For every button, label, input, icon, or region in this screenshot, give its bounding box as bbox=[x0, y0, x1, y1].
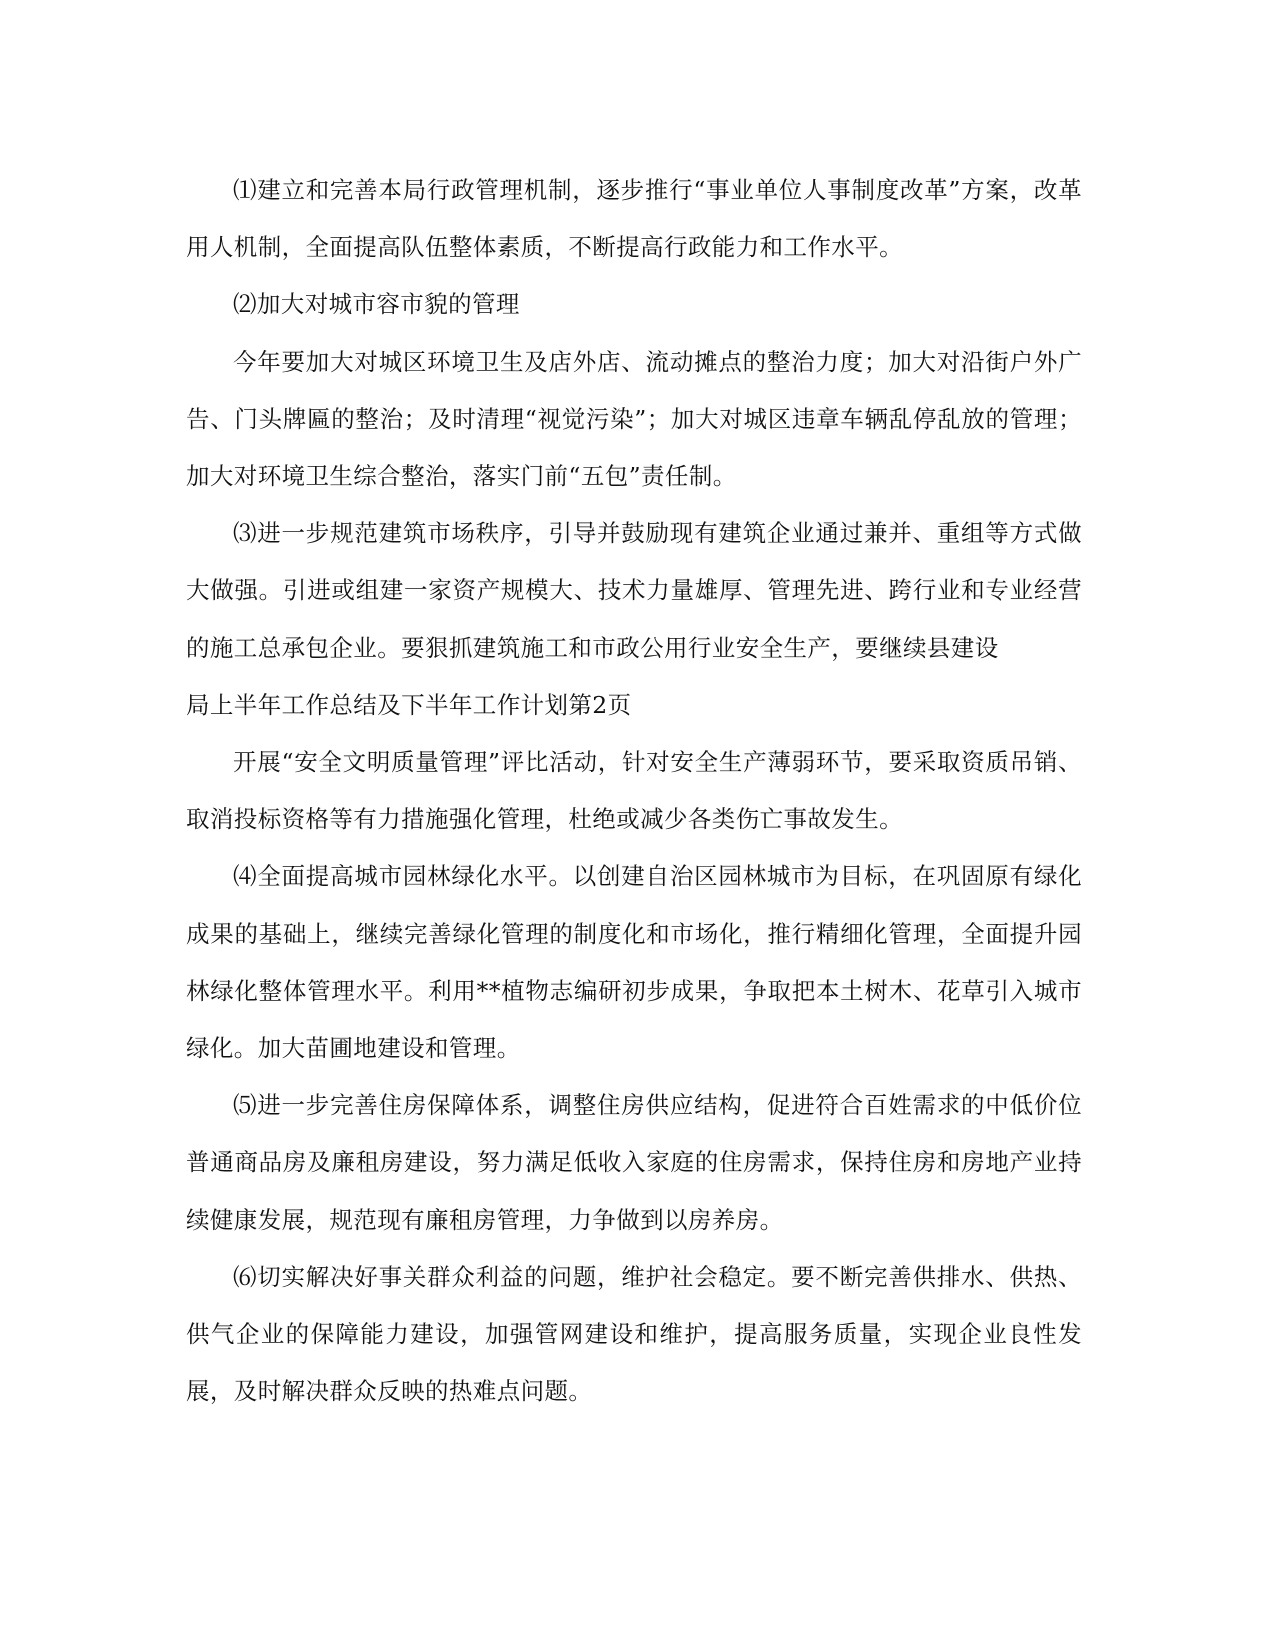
paragraph-admin-mechanism: ⑴建立和完善本局行政管理机制，逐步推行“事业单位人事制度改革”方案，改革用人机制，全面提高队伍整体素质，不断提高行政能力和工作水平。 bbox=[186, 176, 1082, 262]
document-body bbox=[186, 162, 1082, 1420]
paragraph-safety-campaign: 开展“安全文明质量管理”评比活动，针对安全生产薄弱环节，要采取资质吊销、取消投标资格等有力措施强化管理，杜绝或减少各类伤亡事故发生。 bbox=[186, 748, 1082, 834]
paragraph-construction-market: ⑶进一步规范建筑市场秩序，引导并鼓励现有建筑企业通过兼并、重组等方式做大做强。引进或组建一家资产规模大、技术力量雄厚、管理先进、跨行业和专业经营的施工总承包企业。要狠抓建筑施工和市政公用行业安全生产，要继续县建设 bbox=[186, 519, 1082, 662]
paragraph-housing-security: ⑸进一步完善住房保障体系，调整住房供应结构，促进符合百姓需求的中低价位普通商品房及廉租房建设，努力满足低收入家庭的住房需求，保持住房和房地产业持续健康发展，规范现有廉租房管理，力争做到以房养房。 bbox=[186, 1091, 1082, 1234]
paragraph-page-break-title: 局上半年工作总结及下半年工作计划第2页 bbox=[186, 690, 632, 719]
paragraph-city-appearance-heading: ⑵加大对城市容市貌的管理 bbox=[233, 290, 520, 319]
paragraph-landscaping: ⑷全面提高城市园林绿化水平。以创建自治区园林城市为目标，在巩固原有绿化成果的基础上，继续完善绿化管理的制度化和市场化，推行精细化管理，全面提升园林绿化整体管理水平。利用**植物志编研初步成果，争取把本土树木、花草引入城市绿化。加大苗圃地建设和管理。 bbox=[186, 862, 1082, 1063]
paragraph-public-interest: ⑹切实解决好事关群众利益的问题，维护社会稳定。要不断完善供排水、供热、供气企业的保障能力建设，加强管网建设和维护，提高服务质量，实现企业良性发展，及时解决群众反映的热难点问题。 bbox=[186, 1262, 1082, 1406]
paragraph-city-appearance: 今年要加大对城区环境卫生及店外店、流动摊点的整治力度；加大对沿街户外广告、门头牌匾的整治；及时清理“视觉污染”；加大对城区违章车辆乱停乱放的管理；加大对环境卫生综合整治，落实门前“五包”责任制。 bbox=[186, 347, 1082, 491]
